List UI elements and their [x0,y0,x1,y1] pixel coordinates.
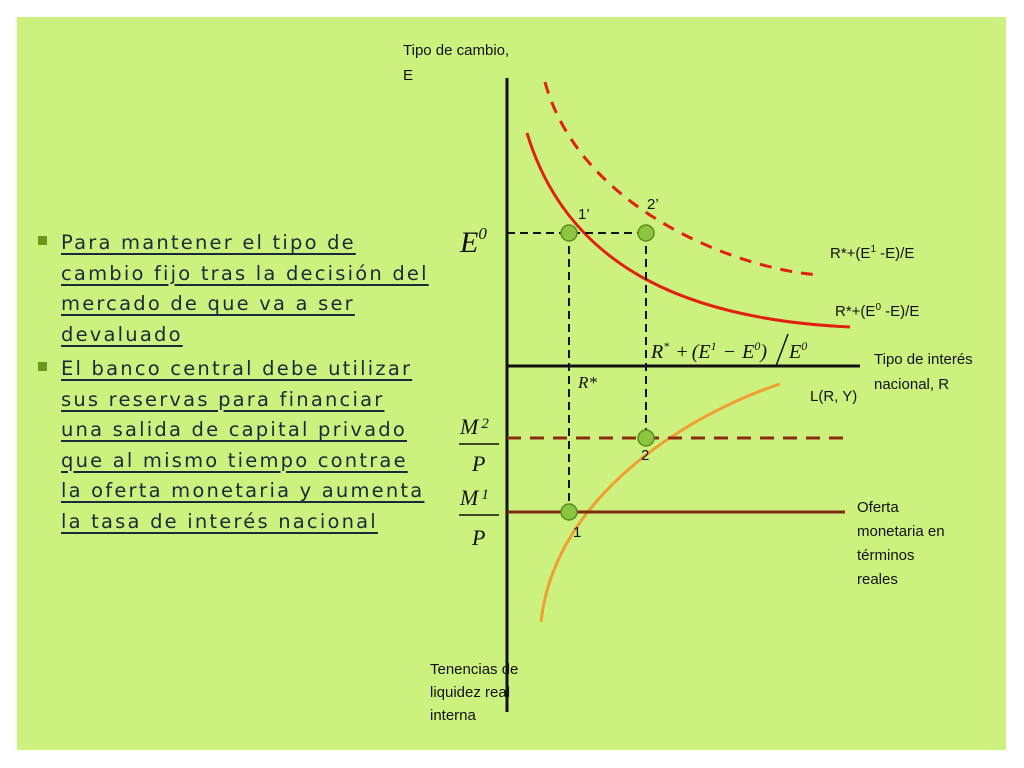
rstar-label: R* [578,373,597,392]
m2-label [459,414,489,439]
m1-label [459,485,489,510]
formula-minus: − [722,341,737,363]
curve-label-old-sup: 0 [875,302,881,313]
m1-sup: 1 [481,487,489,503]
formula-e0: E [742,341,755,363]
x-axis-label-line1: Tipo de interés [874,351,973,368]
formula-e0-sup: 0 [754,339,761,353]
formula-denominator [788,339,807,363]
formula-slash [776,334,788,366]
point-1 [561,504,577,520]
m2-denominator: P [472,451,486,476]
y-axis-label-line1: Tipo de cambio, [403,42,510,59]
curve-label-old-rest: -E)/E [881,303,920,320]
formula-e-den: E [789,341,802,363]
liquidity-curve-label: L(R, Y) [810,388,858,405]
curve-label-old-base: R*+(E [835,303,876,320]
formula-star: * [663,339,670,353]
point-2-prime [638,225,654,241]
e0-label [459,224,487,259]
bullet-text: Para mantener el tipo de cambio fijo tras la decisión del mercado de que va a ser devaluado [61,231,429,346]
supply-label-line1: Oferta [857,499,899,516]
m2-sup: 2 [481,416,489,432]
m1-denominator: P [472,525,486,550]
curve-label-new [830,244,914,262]
bottom-axis-label-line1: Tenencias de [430,661,519,678]
bottom-axis-label-line2: liquidez real [430,684,511,701]
point-2 [638,430,654,446]
y-axis-label-line2: E [403,67,414,84]
formula-e-den-sup: 0 [801,339,808,353]
formula-plus: + [675,341,689,363]
m1-base: M [460,485,479,510]
x-axis-label-line2: nacional, R [874,376,950,393]
point-2-prime-label: 2’ [647,196,659,213]
bottom-axis-label-line3: interna [430,707,476,724]
formula-close: ) [760,341,767,363]
supply-label-line3: términos [857,547,915,564]
m2-base: M [460,414,479,439]
e0-sup: 0 [478,224,487,243]
curve-label-new-sup: 1 [870,244,876,255]
point-1-prime [561,225,577,241]
point-2-label: 2 [641,447,650,464]
formula-open: ( [691,341,699,363]
curve-label-new-rest: -E)/E [876,245,915,262]
bullet-text: El banco central debe utilizar sus reservas para financiar una salida de capital privado que al mismo tiempo contrae la oferta monetaria y aumenta la tasa de interés nacional [61,357,425,533]
expected-return-formula [650,339,767,363]
point-1-label: 1 [573,524,582,541]
curve-label-new-base: R*+(E [830,245,871,262]
liquidity-demand-curve [541,384,780,622]
formula-e1-sup: 1 [710,339,717,353]
formula-e1: E [698,341,711,363]
point-1-prime-label: 1’ [578,206,590,223]
supply-label-line2: monetaria en [857,523,945,540]
curve-label-old [835,302,919,320]
e0-base: E [460,226,479,259]
expected-return-curve-new [545,82,820,275]
supply-label-line4: reales [857,571,898,588]
formula-r: R [651,341,664,363]
